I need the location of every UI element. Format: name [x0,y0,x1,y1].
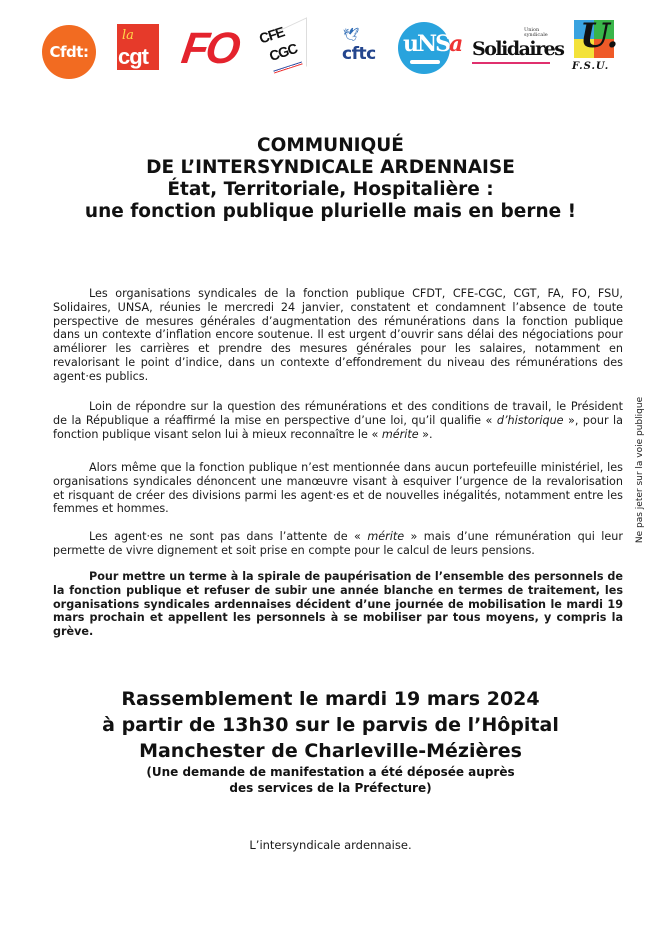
p2-part-c: ». [418,427,433,441]
rally-line-2: à partir de 13h30 sur le parvis de l’Hôpital [102,714,559,736]
cfdt-logo [42,25,96,79]
fsu-logo [570,18,624,80]
rally-announcement [0,686,661,796]
signature: L’intersyndicale ardennaise. [249,838,412,852]
rally-line-3: Manchester de Charleville-Mézières [139,740,522,762]
rally-note-2: des services de la Préfecture) [229,781,432,795]
cgt-logo-la: la [122,28,134,43]
fsu-logo-u: U. [580,16,619,56]
paragraph-1-text: Les organisations syndicales de la fonction publique CFDT, CFE-CGC, CGT, FA, FO, FSU, Solidaires, UNSA, réunies le mercredi 24 janvier, constatent et condamnent l’absence de toute perspective de mesures générales d’augmentation des rémunérations dans la fonction publique dans un contexte d’inflation encore soutenue. Il est urgent d’ouvrir sans délai des négociations pour améliorer les carrières et prendre des mesures générales pour les salaires, notamment en revalorisant le point d’indice, dans un contexte d’effondrement du niveau des rémunérations des agent·es publics. [53,287,623,383]
paragraph-3-text: Alors même que la fonction publique n’est mentionnée dans aucun portefeuille ministériel, les organisations syndicales dénoncent une manœuvre visant à esquiver l’urgence de la revalorisation et risquant de créer des divisions parmi les agent·es et de nouvelles inégalités, notamment entre les femmes et hommes. [53,461,623,516]
cgt-logo [117,24,159,70]
paragraph-3 [53,461,623,516]
dove-icon: 🕊︎ [343,28,360,43]
cftc-logo [340,28,386,68]
rally-note-1: (Une demande de manifestation a été déposée auprès [146,765,515,779]
p4-emphasis-merite: mérite [367,530,405,543]
solidaires-underline [472,62,550,64]
rally-line-1: Rassemblement le mardi 19 mars 2024 [121,688,540,710]
unsa-band-icon [410,60,440,64]
cfe-cgc-logo-bottom: CGC [267,40,299,64]
title-line-3: État, Territoriale, Hospitalière : [167,179,494,200]
paragraph-1 [53,287,623,384]
fsu-logo-label: F.S.U. [572,61,610,72]
unsa-logo-main: uNS [403,31,449,57]
solidaires-logo [472,27,564,68]
paragraph-4-text [53,530,623,558]
paragraph-5-text: Pour mettre un terme à la spirale de paupérisation de l’ensemble des personnels de la fonction publique et refuser de subir une année blanche en termes de traitement, les organisations syndicales ardennaises décident d’une journée de mobilisation le mardi 19 mars prochain et appellent les personnels à se mobiliser par tous moyens, y compris la grève. [53,570,623,639]
p4-part-a: Les agent·es ne sont pas dans l’attente de « [89,530,368,543]
solidaires-logo-text: Solidaires [472,38,564,60]
p2-part-b: », pour la fonction publique visant selon lui à mieux reconnaître le « [53,413,623,441]
title-line-2: DE L’INTERSYNDICALE ARDENNAISE [146,157,515,178]
title-line-4: une fonction publique plurielle mais en berne ! [84,201,577,222]
p2-emphasis-merite: mérite [381,427,419,441]
fo-logo-text: FO [178,24,241,73]
cftc-logo-text: cftc [342,44,376,64]
p4-part-b: » mais d’une rémunération qui leur permette de vivre dignement et soit prise en compte pour le calcul de leurs pensions. [53,530,623,557]
unsa-logo-accent: a [449,31,462,57]
cfe-cgc-logo [255,24,307,76]
document-title [0,135,661,223]
paragraph-2 [53,400,623,441]
paragraph-5-call-to-action [53,570,623,639]
solidaires-logo-subtitle: Union syndicale [524,27,548,38]
cfdt-logo-text: Cfdt: [49,43,89,61]
unsa-logo [398,22,462,74]
p2-emphasis-historique: d’historique [496,413,564,427]
p2-part-a: Loin de répondre sur la question des rémunérations et des conditions de travail, le Président de la République a réaffirmé la mise en perspective d’une loi, qu’il qualifie « [53,400,623,427]
fo-logo [178,24,241,74]
cgt-logo-text: cgt [118,44,148,69]
title-line-1: COMMUNIQUÉ [257,135,404,156]
side-note-vertical: Ne pas jeter sur la voie publique [635,396,645,544]
cfe-cgc-logo-top: CFE [257,23,286,47]
unsa-logo-text [403,31,461,57]
union-logos-bar [40,18,630,80]
paragraph-2-text [53,400,623,441]
paragraph-4 [53,530,623,558]
